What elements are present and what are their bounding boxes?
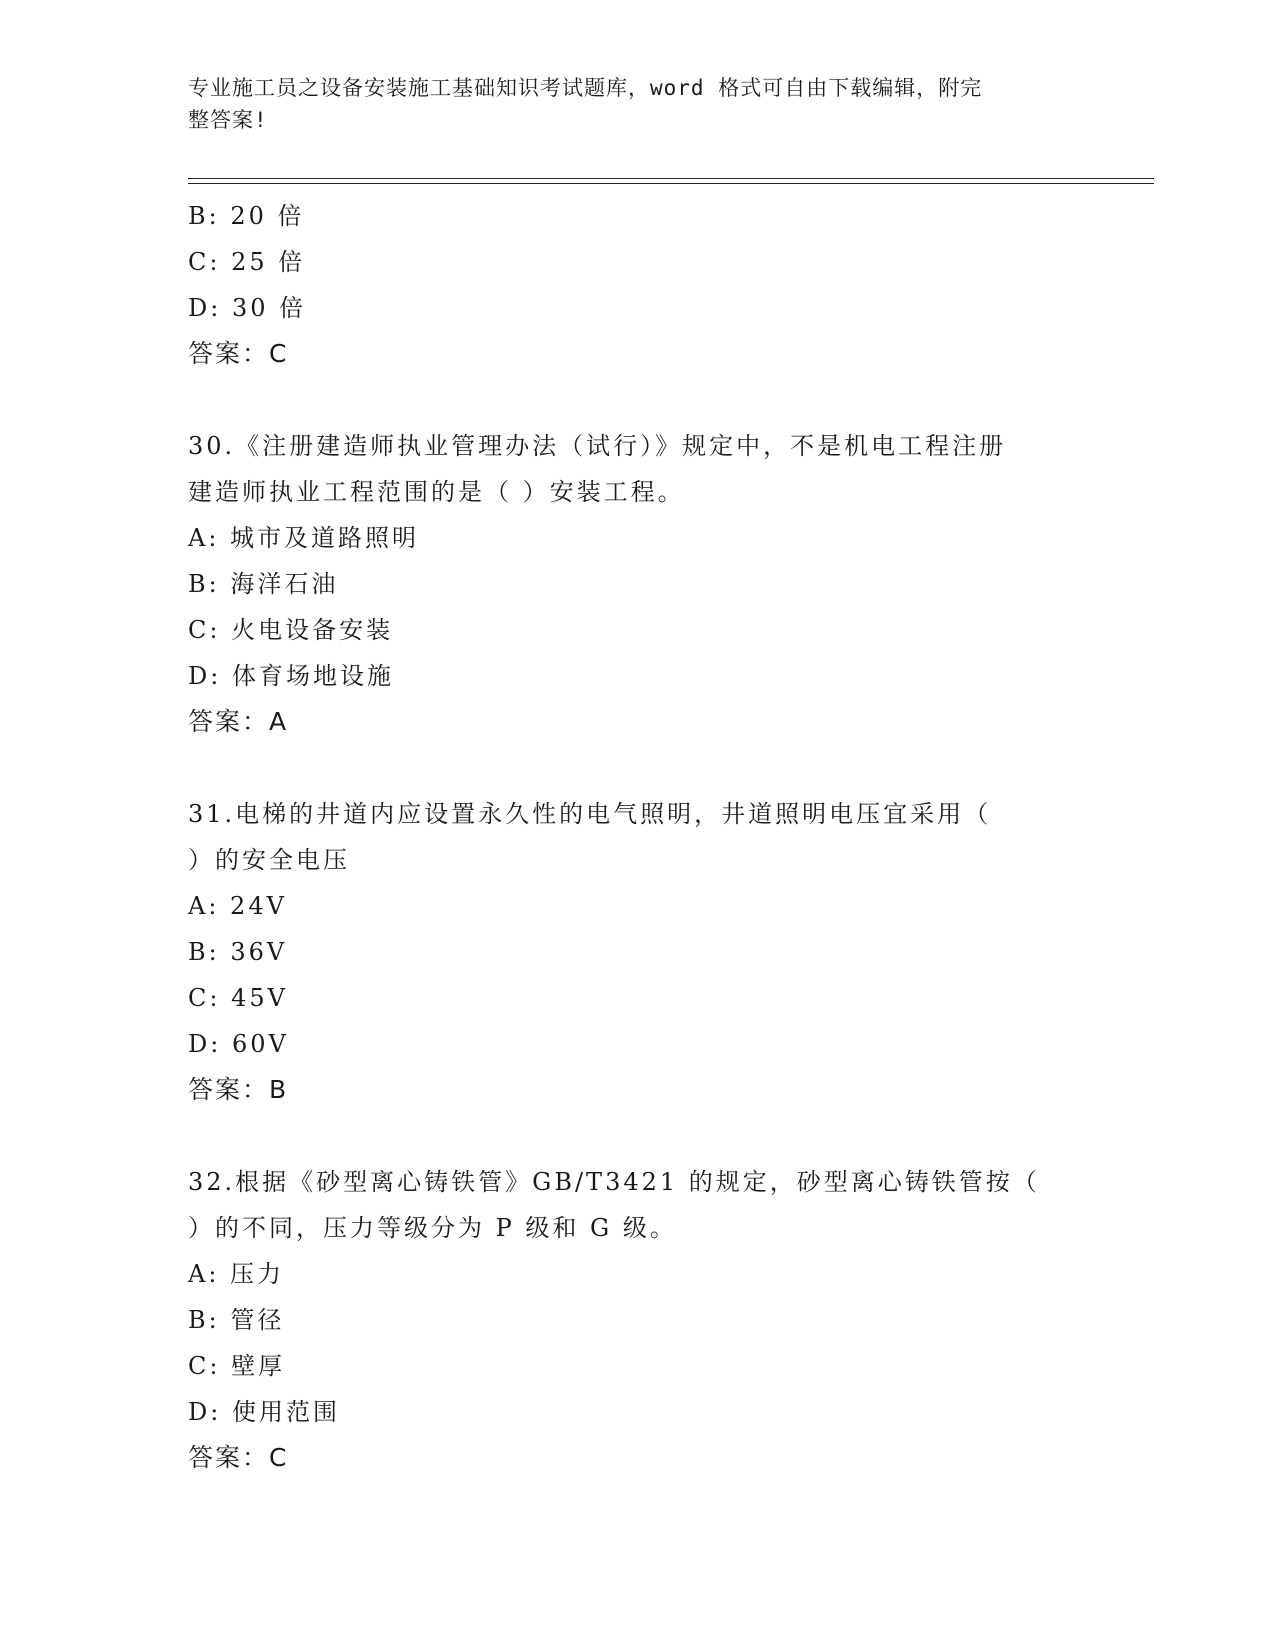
option-b: B: 20 倍 (188, 202, 305, 230)
option-c: C: 火电设备安装 (188, 616, 394, 644)
option-a: A: 压力 (188, 1260, 285, 1288)
option-a: A: 24V (188, 892, 287, 920)
question-stem-line: 30.《注册建造师执业管理办法（试行）》规定中，不是机电工程注册 (188, 432, 1007, 460)
question-stem-line: 建造师执业工程范围的是（ ）安装工程。 (188, 478, 685, 506)
option-d: D: 30 倍 (188, 294, 307, 322)
option-b: B: 海洋石油 (188, 570, 339, 598)
spacer (188, 377, 1154, 423)
question-31 (188, 791, 1154, 1113)
header-divider-top (188, 178, 1154, 179)
question-stem-line: ）的不同，压力等级分为 P 级和 G 级。 (188, 1214, 677, 1242)
question-stem-line: 31.电梯的井道内应设置永久性的电气照明，井道照明电压宜采用（ (188, 800, 992, 828)
option-c: C: 壁厚 (188, 1352, 286, 1380)
spacer (188, 745, 1154, 791)
option-c: C: 45V (188, 984, 288, 1012)
option-d: D: 体育场地设施 (188, 662, 394, 690)
answer-line: 答案：A (188, 707, 289, 736)
answer-line: 答案：C (188, 1443, 289, 1472)
question-32 (188, 1159, 1154, 1481)
question-30 (188, 423, 1154, 745)
option-c: C: 25 倍 (188, 248, 306, 276)
question-stem-line: ）的安全电压 (188, 846, 350, 874)
document-body (188, 193, 1154, 1481)
option-d: D: 60V (188, 1030, 289, 1058)
option-b: B: 管径 (188, 1306, 285, 1334)
option-b: B: 36V (188, 938, 288, 966)
option-d: D: 使用范围 (188, 1398, 340, 1426)
header-line-2: 整答案! (188, 108, 268, 132)
spacer (188, 1113, 1154, 1159)
question-continuation (188, 193, 1154, 377)
header-divider-bottom (188, 183, 1154, 184)
header-line-1: 专业施工员之设备安装施工基础知识考试题库，word 格式可自由下载编辑，附完 (188, 76, 983, 100)
answer-line: 答案：B (188, 1075, 289, 1104)
option-a: A: 城市及道路照明 (188, 524, 420, 552)
answer-line: 答案：C (188, 339, 289, 368)
document-header (188, 72, 1088, 136)
question-stem-line: 32.根据《砂型离心铸铁管》GB/T3421 的规定，砂型离心铸铁管按（ (188, 1168, 1040, 1196)
